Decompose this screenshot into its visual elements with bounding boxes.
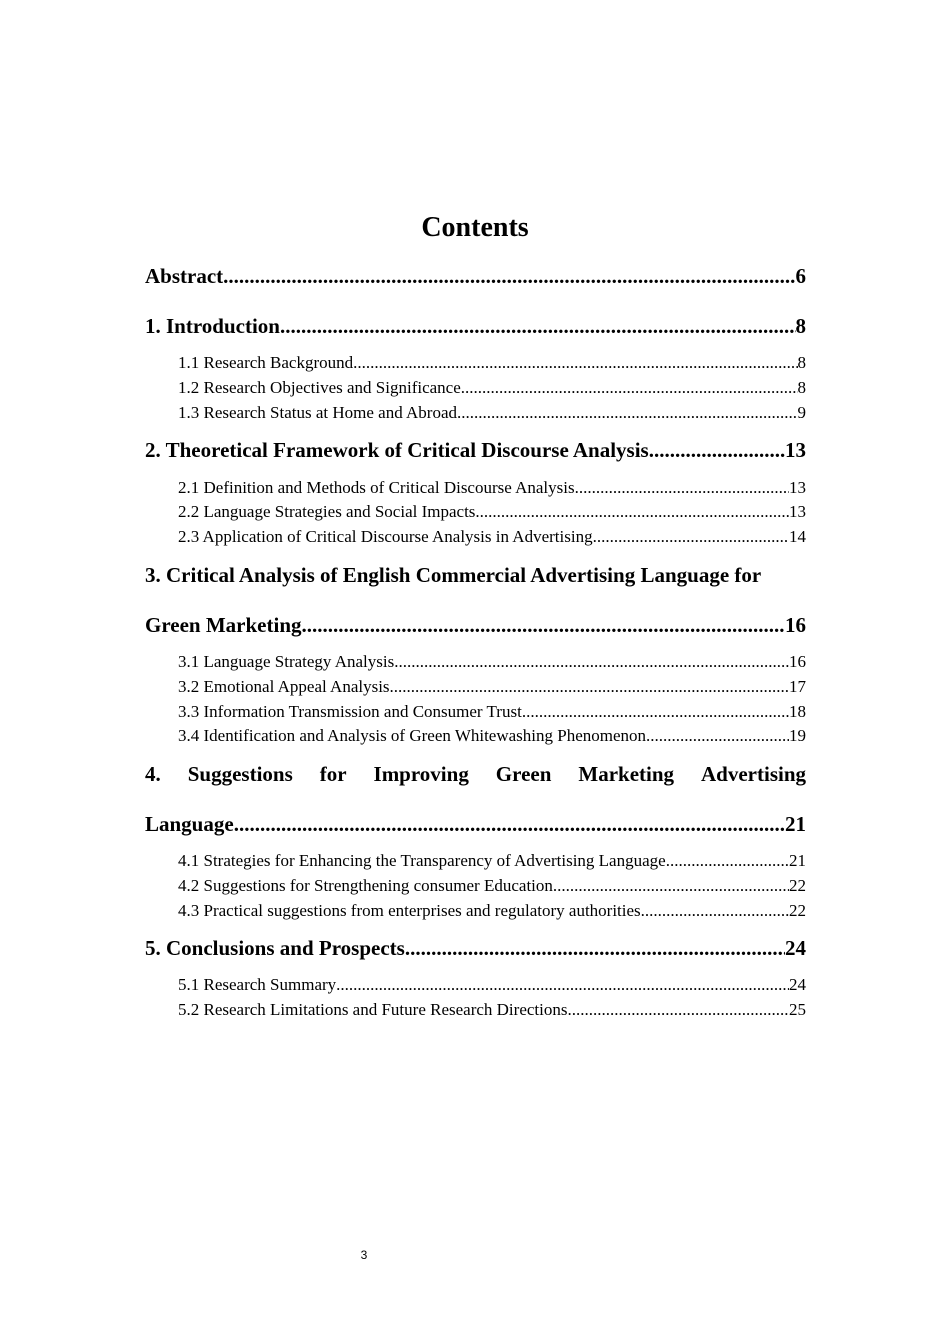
dot-leader	[553, 875, 789, 897]
toc-entry-section-2[interactable]	[145, 436, 806, 464]
dot-leader	[223, 262, 795, 290]
toc-entry-label: 4.1 Strategies for Enhancing the Transparency of Advertising Language	[178, 851, 666, 870]
toc-entry-label: 1. Introduction	[145, 314, 280, 338]
toc-word: Advertising	[701, 762, 806, 786]
toc-entry-section-3[interactable]	[145, 611, 806, 639]
toc-entry-2-2[interactable]	[178, 501, 806, 523]
dot-leader	[457, 402, 797, 424]
toc-entry-page: 22	[789, 901, 806, 920]
toc-entry-4-3[interactable]	[178, 900, 806, 922]
dot-leader	[646, 725, 789, 747]
toc-entry-4-1[interactable]	[178, 850, 806, 872]
toc-entry-3-3[interactable]	[178, 701, 806, 723]
toc-entry-label: Green Marketing	[145, 613, 302, 637]
toc-entry-label: 5.1 Research Summary	[178, 975, 337, 994]
toc-entry-abstract[interactable]	[145, 262, 806, 290]
toc-entry-page: 13	[785, 438, 806, 462]
toc-word: Suggestions	[187, 762, 293, 786]
toc-entry-label: 2.1 Definition and Methods of Critical Discourse Analysis	[178, 478, 575, 497]
dot-leader	[649, 436, 785, 464]
toc-entry-2-3[interactable]	[178, 526, 806, 548]
toc-entry-label: 3.2 Emotional Appeal Analysis	[178, 677, 390, 696]
toc-entry-label: 1.1 Research Background	[178, 353, 354, 372]
toc-word: Green	[495, 762, 552, 786]
toc-entry-page: 21	[785, 812, 806, 836]
dot-leader	[593, 526, 789, 548]
toc-entry-label: 2.3 Application of Critical Discourse Analysis in Advertising	[178, 527, 593, 546]
toc-word: Improving	[373, 762, 469, 786]
toc-entry-page: 6	[795, 264, 806, 288]
page-title: Contents	[421, 212, 529, 243]
toc-entry-page: 8	[797, 353, 806, 372]
toc-entry-label: 4.2 Suggestions for Strengthening consumer Education	[178, 876, 553, 895]
toc-word: 4.	[145, 762, 161, 786]
dot-leader	[461, 377, 798, 399]
toc-entry-1-2[interactable]	[178, 377, 806, 399]
page-number: 3	[360, 1248, 368, 1262]
dot-leader	[475, 501, 789, 523]
toc-entry-page: 8	[797, 378, 806, 397]
toc-entry-5-1[interactable]	[178, 974, 806, 996]
toc-entry-label: Abstract	[145, 264, 224, 288]
toc-entry-section-3-line1[interactable]	[145, 561, 806, 589]
dot-leader	[390, 676, 789, 698]
toc-word: for	[319, 762, 347, 786]
toc-entry-3-4[interactable]	[178, 725, 806, 747]
toc-entry-label: 5.2 Research Limitations and Future Research Directions	[178, 1000, 568, 1019]
toc-entry-label: 3. Critical Analysis of English Commercial Advertising Language for	[145, 563, 762, 587]
toc-entry-2-1[interactable]	[178, 477, 806, 499]
toc-entry-page: 16	[785, 613, 806, 637]
toc-entry-page: 22	[789, 876, 806, 895]
toc-entry-section-4-line1[interactable]	[145, 760, 806, 788]
dot-leader	[575, 477, 789, 499]
dot-leader	[302, 611, 786, 639]
toc-entry-3-1[interactable]	[178, 651, 806, 673]
toc-entry-5-2[interactable]	[178, 999, 806, 1021]
toc-entry-label: 5. Conclusions and Prospects	[145, 936, 405, 960]
toc-entry-label: 2. Theoretical Framework of Critical Discourse Analysis	[145, 438, 649, 462]
toc-entry-section-1[interactable]	[145, 312, 806, 340]
dot-leader	[522, 701, 789, 723]
toc-entry-page: 16	[789, 652, 806, 671]
toc-entry-page: 18	[789, 702, 806, 721]
toc-entry-label: 2.2 Language Strategies and Social Impacts	[178, 502, 476, 521]
dot-leader	[405, 934, 785, 962]
toc-entry-page: 19	[789, 726, 806, 745]
toc-entry-page: 24	[785, 936, 806, 960]
toc-entry-label: 1.2 Research Objectives and Significance	[178, 378, 461, 397]
toc-entry-4-2[interactable]	[178, 875, 806, 897]
toc-entry-3-2[interactable]	[178, 676, 806, 698]
dot-leader	[234, 810, 785, 838]
toc-entry-label: 3.1 Language Strategy Analysis	[178, 652, 395, 671]
toc-entry-page: 13	[789, 502, 806, 521]
toc-entry-page: 13	[789, 478, 806, 497]
toc-entry-1-3[interactable]	[178, 402, 806, 424]
dot-leader	[280, 312, 796, 340]
toc-entry-page: 9	[797, 403, 806, 422]
toc-entry-label: 1.3 Research Status at Home and Abroad	[178, 403, 458, 422]
dot-leader	[353, 352, 797, 374]
toc-entry-label: Language	[145, 812, 234, 836]
toc-entry-page: 21	[789, 851, 806, 870]
dot-leader	[336, 974, 789, 996]
toc-entry-section-4[interactable]	[145, 810, 806, 838]
toc-word: Marketing	[578, 762, 675, 786]
toc-entry-label: 3.3 Information Transmission and Consumer Trust	[178, 702, 522, 721]
toc-entry-page: 8	[795, 314, 806, 338]
toc-entry-section-5[interactable]	[145, 934, 806, 962]
dot-leader	[641, 900, 789, 922]
dot-leader	[666, 850, 789, 872]
toc-entry-page: 25	[789, 1000, 806, 1019]
toc-entry-1-1[interactable]	[178, 352, 806, 374]
toc-entry-label: 4.3 Practical suggestions from enterprises and regulatory authorities	[178, 901, 641, 920]
dot-leader	[394, 651, 789, 673]
toc-entry-page: 24	[789, 975, 806, 994]
toc-entry-page: 17	[789, 677, 806, 696]
toc-entry-page: 14	[789, 527, 806, 546]
dot-leader	[567, 999, 789, 1021]
toc-entry-label: 3.4 Identification and Analysis of Green Whitewashing Phenomenon	[178, 726, 647, 745]
